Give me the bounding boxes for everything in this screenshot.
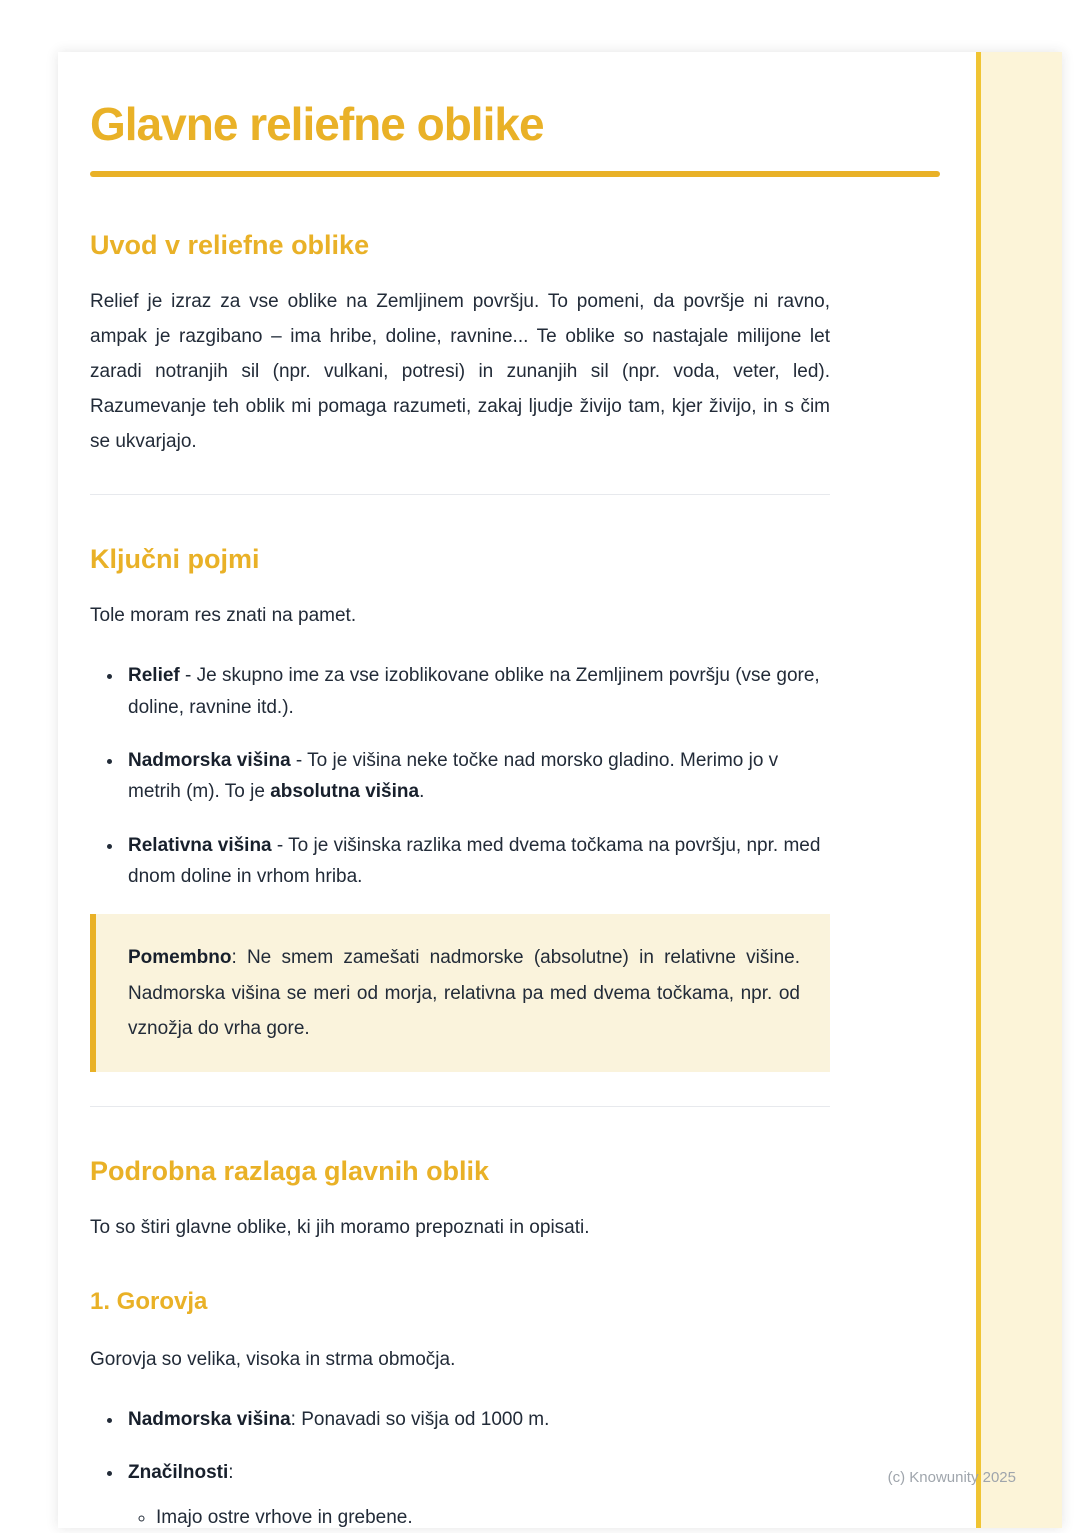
list-item-text: Značilnosti: — [128, 1462, 234, 1484]
gorovja-paragraph: Gorovja so velika, visoka in strma območja. — [90, 1349, 456, 1371]
important-callout: Pomembno: Ne smem zamešati nadmorske (absolutne) in relativne višine. Nadmorska višina se meri od morja, relativna pa med dvema točkama, npr. od vznožja do vrha gore. — [90, 914, 830, 1071]
document-page — [58, 52, 1062, 1528]
key-terms-list — [90, 660, 830, 892]
section-heading-intro: Uvod v reliefne oblike — [90, 229, 370, 260]
gorovja-list — [90, 1404, 830, 1533]
key-terms-intro: Tole moram res znati na pamet. — [90, 605, 357, 627]
title-underline — [90, 171, 940, 177]
page-edge-strip — [976, 52, 1062, 1528]
section-heading-detailed: Podrobna razlaga glavnih oblik — [90, 1155, 490, 1186]
section-divider — [90, 1106, 830, 1107]
subsection-heading-gorovja: 1. Gorovja — [90, 1288, 208, 1316]
section-detailed — [90, 1155, 950, 1533]
section-divider — [90, 494, 830, 495]
list-item-nadmorska-visina: • Nadmorska višina - To je višina neke točke nad morsko gladino. Merimo jo v metrih (m). To je absolutna višina. — [124, 745, 830, 808]
page-title: Glavne reliefne oblike — [90, 98, 544, 150]
section-heading-key-terms: Ključni pojmi — [90, 544, 260, 575]
list-item-gorovja-visina: • Nadmorska višina: Ponavadi so višja od 1000 m. — [124, 1404, 830, 1435]
list-item-gorovja-znacilnosti — [124, 1457, 830, 1533]
list-item-relief: • Relief - Je skupno ime za vse izoblikovane oblike na Zemljinem površju (vse gore, doline, ravnine itd.). — [124, 660, 830, 723]
intro-paragraph: Relief je izraz za vse oblike na Zemljinem površju. To pomeni, da površje ni ravno, ampak je razgibano – ima hribe, doline, ravnine... Te oblike so nastajale milijone let zaradi notranjih sil (npr. vulkani, potresi) in zunanjih sil (npr. voda, veter, led). Razumevanje teh oblik mi pomaga razumeti, zakaj ljudje živijo tam, kjer živijo, in s čim se ukvarjajo. — [90, 291, 830, 453]
section-key-terms — [90, 543, 950, 1072]
copyright-footer: (c) Knowunity 2025 — [887, 1469, 1016, 1486]
section-intro — [90, 229, 950, 460]
sub-list-item-vrhovi: ◦ Imajo ostre vrhove in grebene. — [156, 1503, 830, 1533]
gorovja-sublist — [128, 1503, 830, 1533]
document-content — [58, 52, 950, 1533]
list-item-relativna-visina: • Relativna višina - To je višinska razlika med dvema točkama na površju, npr. med dnom doline in vrhom hriba. — [124, 830, 830, 893]
detailed-intro: To so štiri glavne oblike, ki jih moramo prepoznati in opisati. — [90, 1217, 590, 1239]
